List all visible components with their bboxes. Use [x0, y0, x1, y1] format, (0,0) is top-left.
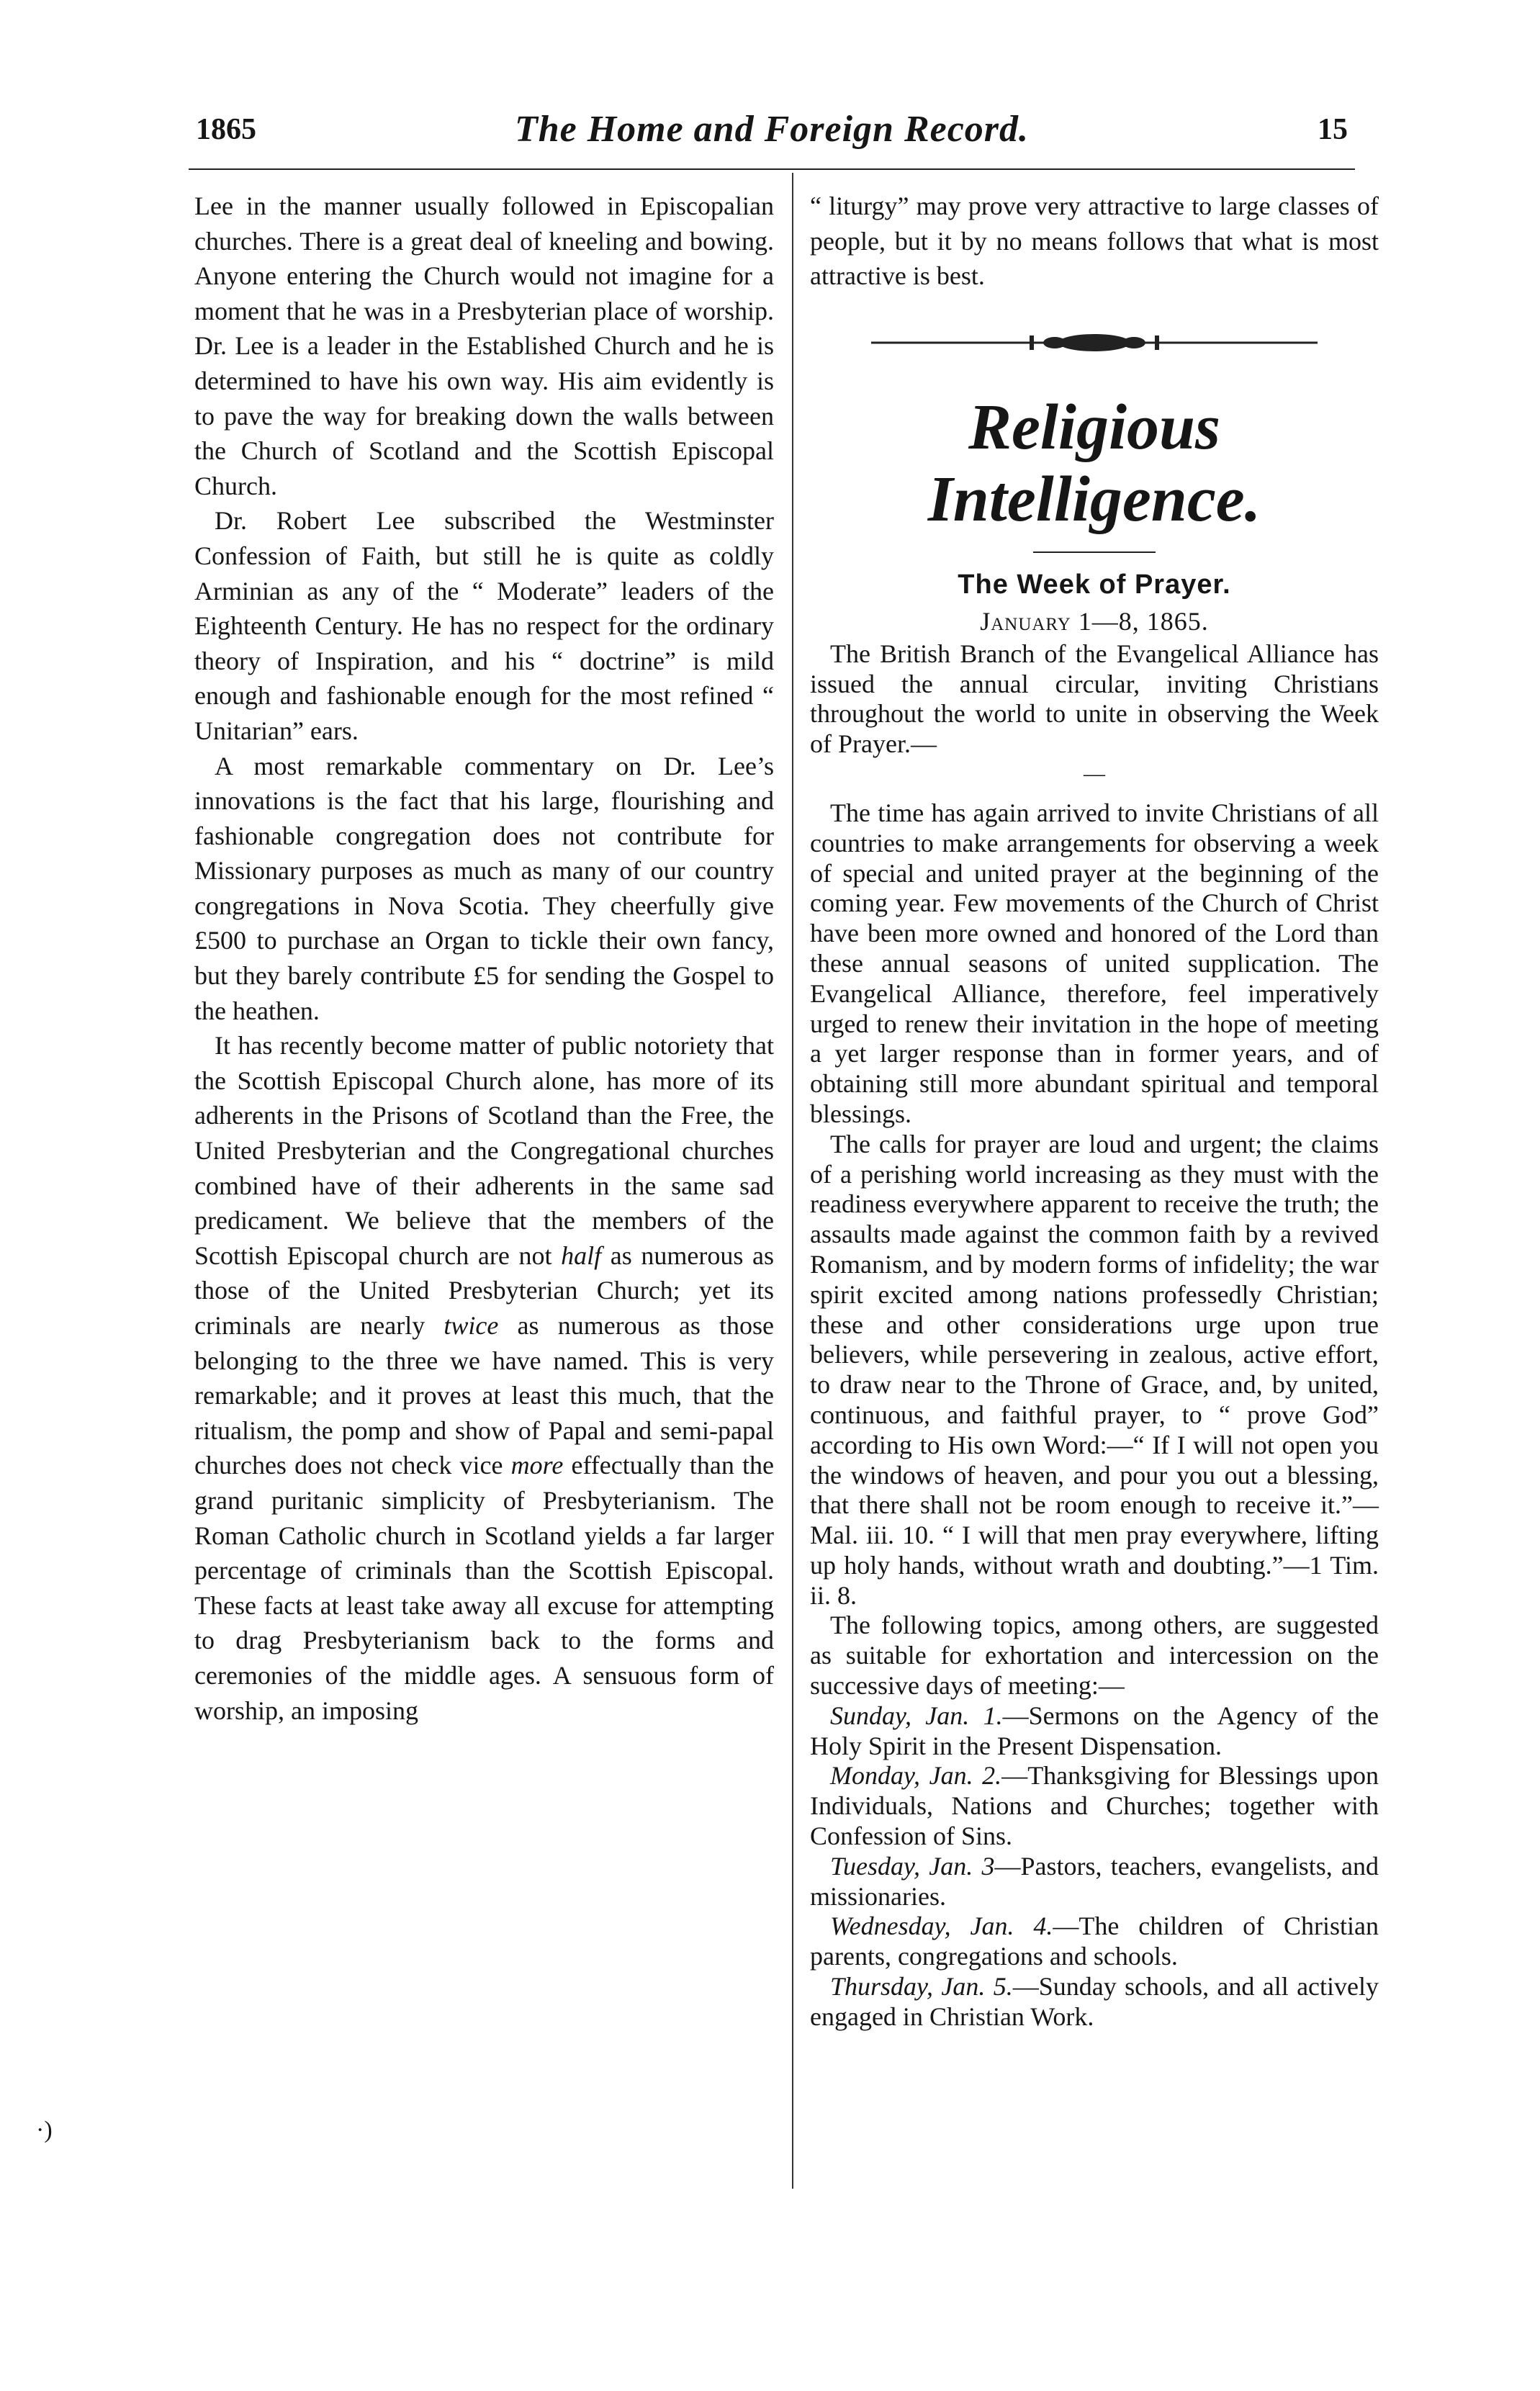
- left-column: [194, 189, 774, 1728]
- topic-day: Thursday, Jan. 5.: [830, 1972, 1013, 2001]
- section-title: Religious Intelligence.: [927, 391, 1261, 535]
- article-paragraph-2: The calls for prayer are loud and urgent; the claims of a perishing world increasing as they must with the readiness everywhere apparent to receive the truth; the assaults made against the common faith by a revived Romanism, and by modern forms of infidelity; the war spirit excited among nations professedly Christian; these and other considerations urge upon true believers, while persevering in zealous, active effort, to draw near to the Throne of Grace, and, by united, continuous, and faithful prayer, to “ prove God” according to His own Word:—“ If I will not open you the windows of heaven, and pour you out a blessing, that there shall not be room enough to receive it.”—Mal. iii. 10. “ I will that men pray everywhere, lifting up holy hands, without wrath and doubting.”—1 Tim. ii. 8.: [810, 1129, 1379, 1610]
- topic-day: Tuesday, Jan. 3: [830, 1851, 995, 1881]
- article-heading: The Week of Prayer.: [958, 569, 1231, 600]
- topic-item: [810, 1912, 1379, 1972]
- topic-item: [810, 1972, 1379, 2032]
- article-paragraph-3: The following topics, among others, are suggested as suitable for exhortation and intercession on the successive days of meeting:—: [810, 1611, 1379, 1701]
- left-paragraph-4: [194, 1028, 774, 1728]
- margin-mark: ·): [36, 2117, 53, 2143]
- header-year: 1865: [196, 113, 256, 146]
- topic-day: Sunday, Jan. 1.: [830, 1701, 1003, 1730]
- right-continued-paragraph: “ liturgy” may prove very attractive to large classes of people, but it by no means follows that what is most attractive is best.: [810, 192, 1379, 291]
- section-rule: [1033, 551, 1156, 553]
- p4-text-d: effectually than the grand puritanic simplicity of Presbyterianism. The Roman Catholic church in Scotland yields a far larger percentage of criminals than the Scottish Episcopal. These facts at least take away all excuse for attempting to drag Presbyterianism back to the forms and ceremonies of the middle ages. A sensuous form of worship, an imposing: [194, 1451, 774, 1725]
- p4-italic-half: half: [561, 1240, 602, 1270]
- column-divider: [792, 173, 793, 2189]
- p4-italic-more: more: [510, 1451, 564, 1480]
- ornamental-divider: [810, 328, 1379, 357]
- article-body: [810, 639, 1379, 2032]
- topic-item: [810, 1852, 1379, 1912]
- running-header: [189, 108, 1355, 166]
- topic-text: —Sunday schools, and all actively engaged in Christian Work.: [810, 1972, 1379, 2031]
- p4-text-a: It has recently become matter of public notoriety that the Scottish Episcopal Church alone, has more of its adherents in the Prisons of Scotland than the Free, the United Presbyterian and the Congregational churches combined have of their adherents in the same sad predicament. We believe that the members of the Scottish Episcopal church are not: [194, 1031, 774, 1270]
- dash-separator: —: [1084, 761, 1105, 785]
- p4-text-b: as numerous as those of the United Presbyterian Church; yet its criminals are nearly: [194, 1240, 774, 1340]
- topic-text: —Thanksgiving for Blessings upon Individuals, Nations and Churches; together with Confession of Sins.: [810, 1761, 1379, 1851]
- topic-text: —Pastors, teachers, evangelists, and missionaries.: [810, 1851, 1379, 1911]
- p4-italic-twice: twice: [443, 1311, 499, 1340]
- topic-day: Monday, Jan. 2.: [830, 1761, 1002, 1791]
- page-number: 15: [1318, 113, 1348, 146]
- ornament-icon: [857, 328, 1332, 357]
- left-paragraph-2: Dr. Robert Lee subscribed the Westminster Confession of Faith, but still he is quite as coldly Arminian as any of the “ Moderate” leaders of the Eighteenth Century. He has no respect for the ordinary theory of Inspiration, and his “ doctrine” is mild enough and fashionable enough for the most refined “ Unitarian” ears.: [194, 506, 774, 745]
- header-rule: [189, 168, 1355, 170]
- right-column: [810, 189, 1379, 2032]
- header-title: The Home and Foreign Record.: [514, 109, 1030, 150]
- topic-text: —The children of Christian parents, congregations and schools.: [810, 1912, 1379, 1971]
- left-paragraph-1: Lee in the manner usually followed in Episcopalian churches. There is a great deal of kneeling and bowing. Anyone entering the Church would not imagine for a moment that he was in a Presbyterian place of worship. Dr. Lee is a leader in the Established Church and he is determined to have his own way. His aim evidently is to pave the way for breaking down the walls between the Church of Scotland and the Scottish Episcopal Church.: [194, 192, 774, 500]
- topic-item: [810, 1761, 1379, 1851]
- topic-day: Wednesday, Jan. 4.: [830, 1912, 1053, 1941]
- article-paragraph-1: The time has again arrived to invite Christians of all countries to make arrangements for observing a week of special and united prayer at the beginning of the coming year. Few movements of the Church of Christ have been more owned and honored of the Lord than these annual seasons of united supplication. The Evangelical Alliance, therefore, feel imperatively urged to renew their invitation in the hope of meeting a yet larger response than in former years, and of obtaining still more abundant spiritual and temporal blessings.: [810, 798, 1379, 1128]
- article-intro: The British Branch of the Evangelical Alliance has issued the annual circular, inviting Christians throughout the world to unite in observing the Week of Prayer.—: [810, 639, 1379, 759]
- article-dateline: January 1—8, 1865.: [980, 606, 1209, 636]
- topic-item: [810, 1701, 1379, 1762]
- left-paragraph-3: A most remarkable commentary on Dr. Lee’s innovations is the fact that his large, flourishing and fashionable congregation does not contribute for Missionary purposes as much as many of our country congregations in Nova Scotia. They cheerfully give £500 to purchase an Organ to tickle their own fancy, but they barely contribute £5 for sending the Gospel to the heathen.: [194, 751, 774, 1025]
- p4-text-c: as numerous as those belonging to the three we have named. This is very remarkable; and it proves at least this much, that the ritualism, the pomp and show of Papal and semi-papal churches does not check vice: [194, 1311, 774, 1480]
- topic-text: —Sermons on the Agency of the Holy Spirit in the Present Dispensation.: [810, 1701, 1379, 1760]
